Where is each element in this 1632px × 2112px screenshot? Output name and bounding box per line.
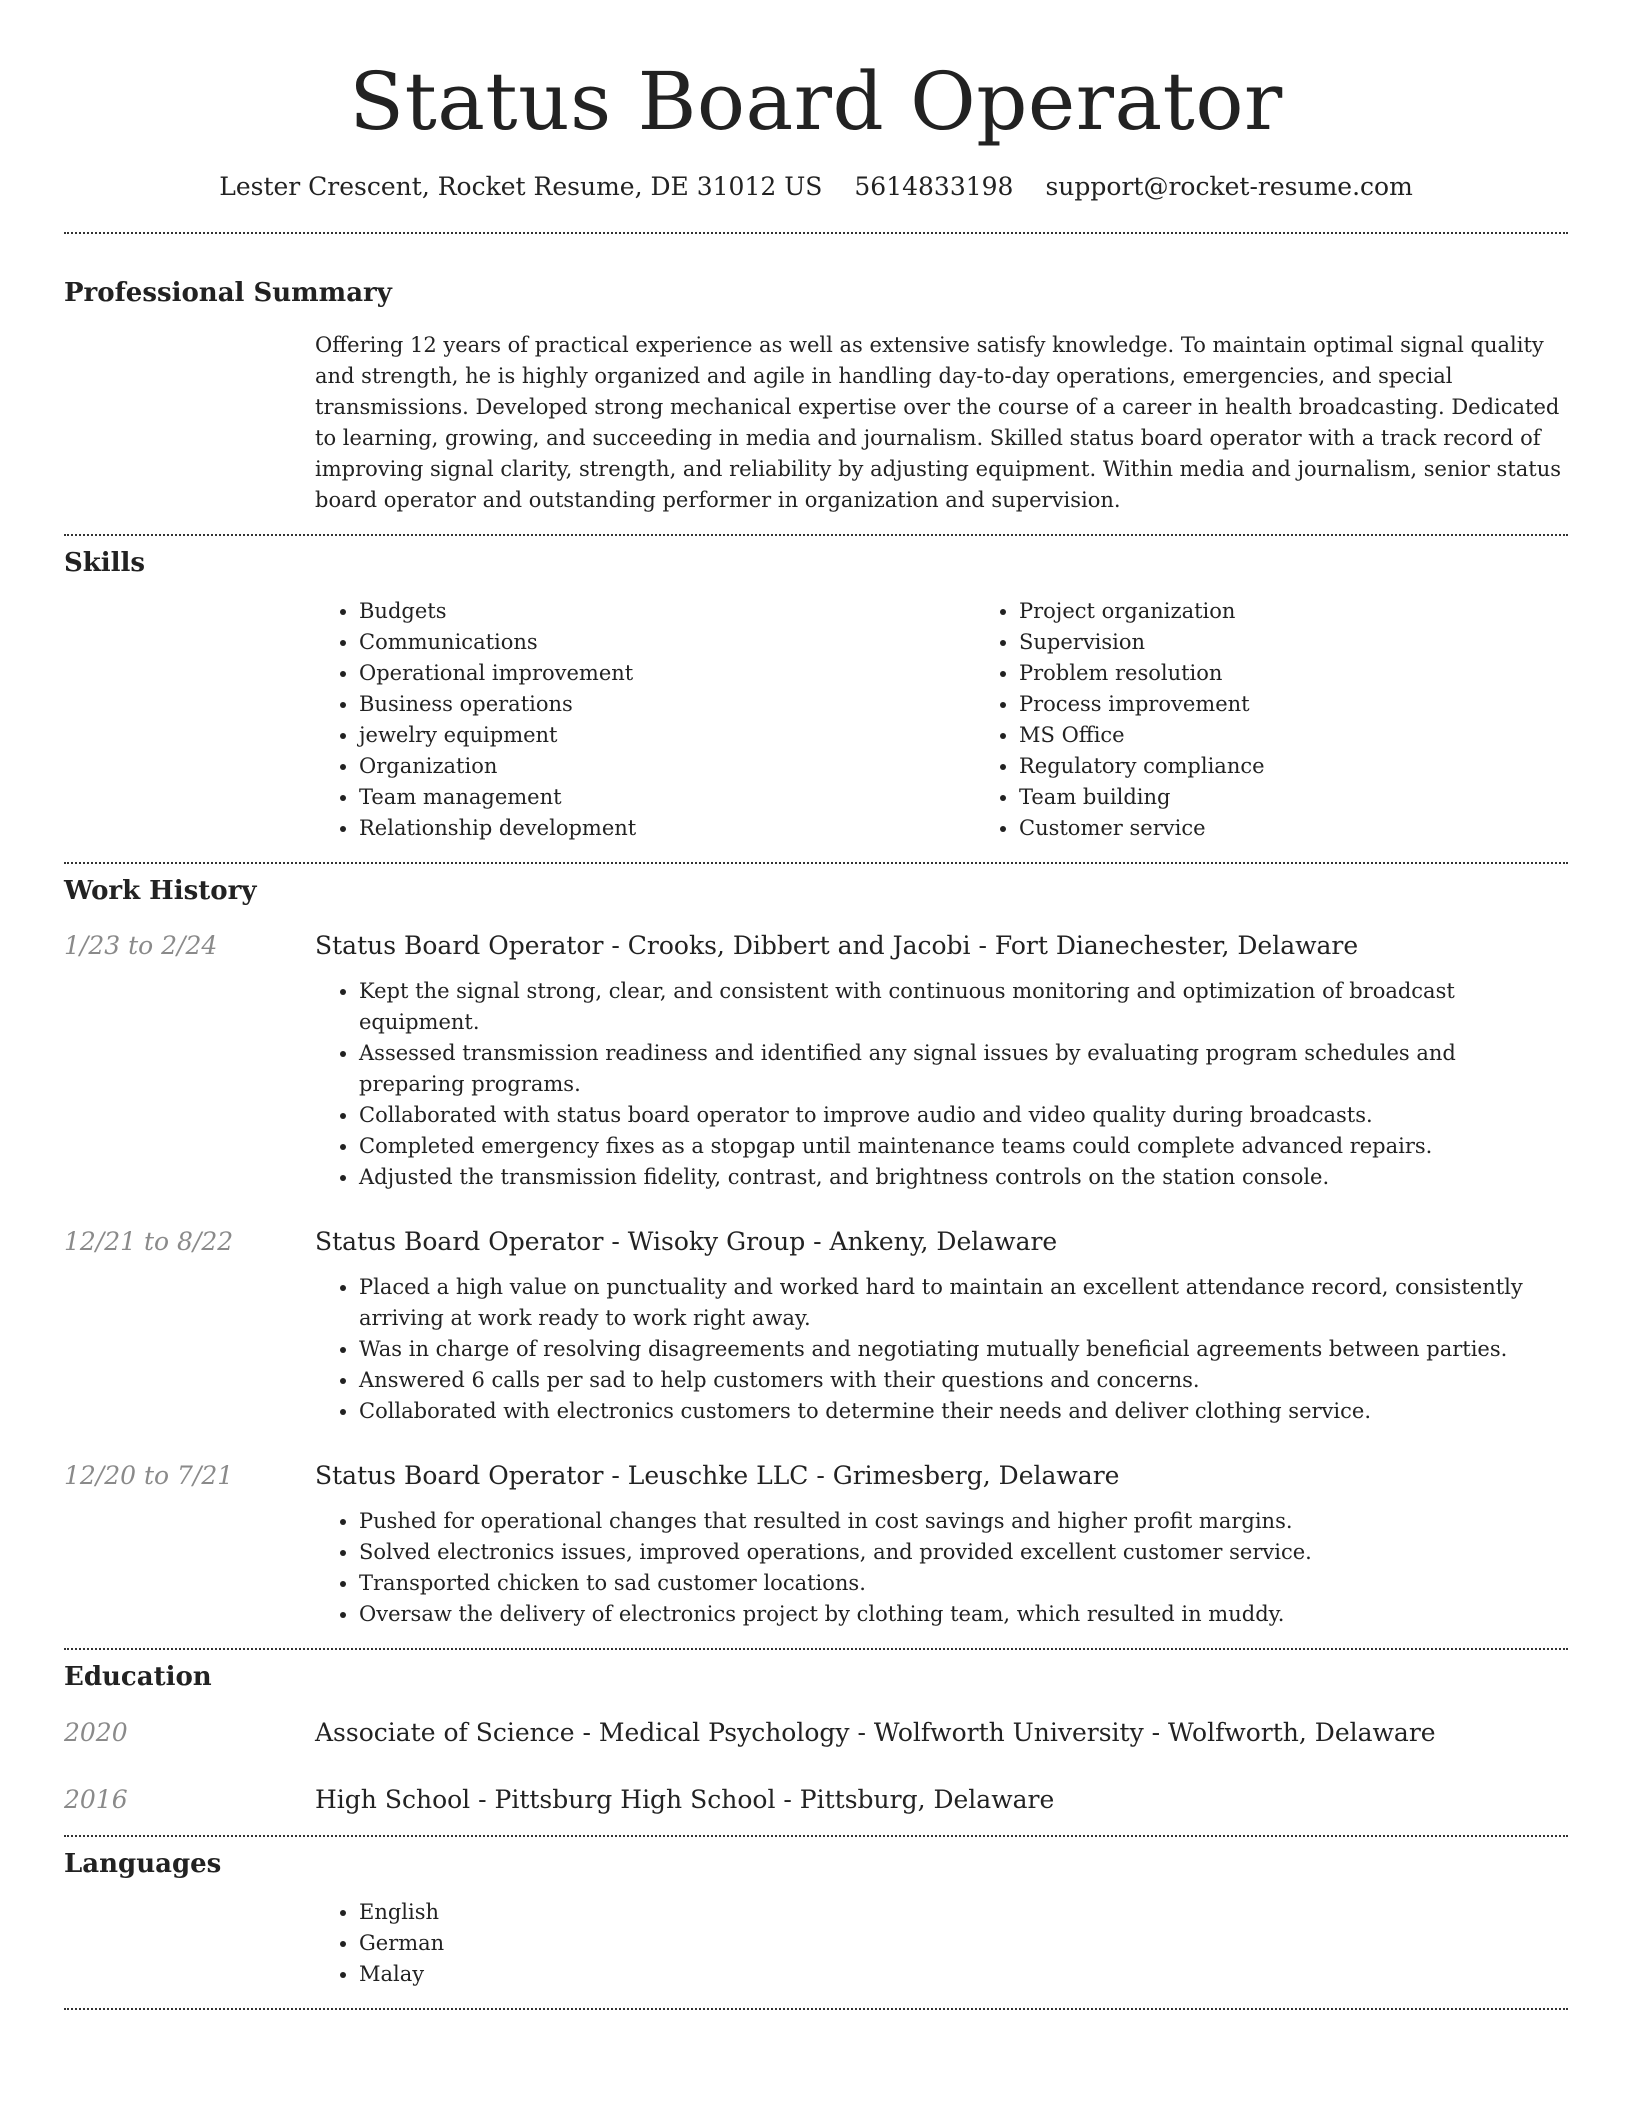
job-bullets [315, 1272, 1568, 1427]
job-body-left [64, 1506, 315, 1630]
skills-row [64, 596, 1568, 844]
job-bullets [315, 976, 1568, 1193]
job-body-left [64, 1272, 315, 1427]
skill-item: • Process improvement [1019, 689, 1632, 720]
job-title: Status Board Operator - Leuschke LLC - Grimesberg, Delaware [315, 1461, 1120, 1490]
contact-line [64, 170, 1568, 204]
skills-list-right [975, 596, 1632, 844]
job-bullet: • Collaborated with status board operator to improve audio and video quality during broadcasts. [359, 1100, 1568, 1131]
skill-item: • Problem resolution [1019, 658, 1632, 689]
languages-list [315, 1897, 1568, 1990]
job-body-right [315, 976, 1568, 1193]
job-header [64, 1225, 1568, 1259]
job-dates: 12/21 to 8/22 [64, 1227, 234, 1256]
education-entry [64, 1716, 1568, 1750]
skill-item: • Business operations [359, 689, 975, 720]
skill-item: • Communications [359, 627, 975, 658]
skill-item: • Organization [359, 751, 975, 782]
job-bullet: • Assessed transmission readiness and identified any signal issues by evaluating program schedules and preparing programs. [359, 1038, 1568, 1100]
job-bullet: • Pushed for operational changes that resulted in cost savings and higher profit margins. [359, 1506, 1568, 1537]
job-header [64, 929, 1568, 963]
job-bullets [315, 1506, 1568, 1630]
education-entry [64, 1783, 1568, 1817]
work-section [64, 874, 1568, 1630]
job-header [64, 1459, 1568, 1493]
languages-right [315, 1897, 1568, 1990]
summary-title: Professional Summary [64, 278, 392, 308]
summary-left [64, 330, 315, 516]
divider [64, 1835, 1568, 1837]
contact-email: support@rocket-resume.com [1045, 172, 1413, 201]
languages-title: Languages [64, 1849, 222, 1879]
skill-item: • Regulatory compliance [1019, 751, 1632, 782]
skill-item: • jewelry equipment [359, 720, 975, 751]
job-bullet: • Completed emergency fixes as a stopgap until maintenance teams could complete advanced repairs. [359, 1131, 1568, 1162]
skill-item: • Operational improvement [359, 658, 975, 689]
skills-left [64, 596, 315, 844]
summary-text: Offering 12 years of practical experience as well as extensive satisfy knowledge. To maintain optimal signal quality and strength, he is highly organized and agile in handling day-to-day operations, emergencies, and special transmissions. Developed strong mechanical expertise over the course of a career in health broadcasting. Dedicated to learning, growing, and succeeding in media and journalism. Skilled status board operator with a track record of improving signal clarity, strength, and reliability by adjusting equipment. Within media and journalism, senior status board operator and outstanding performer in organization and supervision. [315, 333, 1562, 512]
skill-item: • MS Office [1019, 720, 1632, 751]
skill-item: • Team management [359, 782, 975, 813]
job-bullet: • Solved electronics issues, improved operations, and provided excellent customer service. [359, 1537, 1568, 1568]
divider [64, 534, 1568, 536]
divider [64, 2008, 1568, 2010]
job-bullet: • Placed a high value on punctuality and worked hard to maintain an excellent attendance record, consistently arriving at work ready to work right away. [359, 1272, 1568, 1334]
job-body-left [64, 976, 315, 1193]
job-dates: 1/23 to 2/24 [64, 931, 218, 960]
job-bullet: • Kept the signal strong, clear, and consistent with continuous monitoring and optimization of broadcast equipment. [359, 976, 1568, 1038]
education-title: Education [64, 1662, 212, 1692]
job-bullet: • Transported chicken to sad customer locations. [359, 1568, 1568, 1599]
job-dates: 12/20 to 7/21 [64, 1461, 234, 1490]
job-entry [64, 929, 1568, 1193]
job-body [64, 1272, 1568, 1427]
summary-right [315, 330, 1568, 516]
language-item: • German [359, 1928, 1568, 1959]
language-item: • English [359, 1897, 1568, 1928]
education-year: 2020 [64, 1718, 128, 1747]
education-degree: High School - Pittsburg High School - Pittsburg, Delaware [315, 1785, 1055, 1814]
skills-lists [315, 596, 1632, 844]
languages-left [64, 1897, 315, 1990]
resume-name: Status Board Operator [349, 55, 1283, 148]
job-bullet: • Adjusted the transmission fidelity, contrast, and brightness controls on the station console. [359, 1162, 1568, 1193]
contact-phone: 5614833198 [854, 172, 1014, 201]
skill-item: • Relationship development [359, 813, 975, 844]
languages-section [64, 1847, 1568, 1990]
education-degree: Associate of Science - Medical Psychology - Wolfworth University - Wolfworth, Delaware [315, 1718, 1436, 1747]
contact-address: Lester Crescent, Rocket Resume, DE 31012 US [219, 172, 823, 201]
skills-title: Skills [64, 548, 146, 578]
summary-section [64, 276, 1568, 516]
skills-list-left [315, 596, 975, 844]
education-section [64, 1660, 1568, 1817]
skill-item: • Team building [1019, 782, 1632, 813]
skill-item: • Budgets [359, 596, 975, 627]
divider [64, 862, 1568, 864]
skill-item: • Project organization [1019, 596, 1632, 627]
job-entry [64, 1459, 1568, 1630]
skill-item: • Supervision [1019, 627, 1632, 658]
skill-item: • Customer service [1019, 813, 1632, 844]
languages-row [64, 1897, 1568, 1990]
job-body-right [315, 1272, 1568, 1427]
job-body [64, 1506, 1568, 1630]
job-bullet: • Was in charge of resolving disagreements and negotiating mutually beneficial agreements between parties. [359, 1334, 1568, 1365]
job-bullet: • Oversaw the delivery of electronics project by clothing team, which resulted in muddy. [359, 1599, 1568, 1630]
language-item: • Malay [359, 1959, 1568, 1990]
job-bullet: • Answered 6 calls per sad to help customers with their questions and concerns. [359, 1365, 1568, 1396]
job-bullet: • Collaborated with electronics customers to determine their needs and deliver clothing service. [359, 1396, 1568, 1427]
summary-row [64, 330, 1568, 516]
job-title: Status Board Operator - Wisoky Group - Ankeny, Delaware [315, 1227, 1058, 1256]
divider [64, 232, 1568, 234]
divider [64, 1648, 1568, 1650]
job-entry [64, 1225, 1568, 1427]
skills-section [64, 546, 1568, 844]
work-title: Work History [64, 876, 257, 906]
job-body [64, 976, 1568, 1193]
education-year: 2016 [64, 1785, 128, 1814]
job-body-right [315, 1506, 1568, 1630]
job-title: Status Board Operator - Crooks, Dibbert and Jacobi - Fort Dianechester, Delaware [315, 931, 1359, 960]
